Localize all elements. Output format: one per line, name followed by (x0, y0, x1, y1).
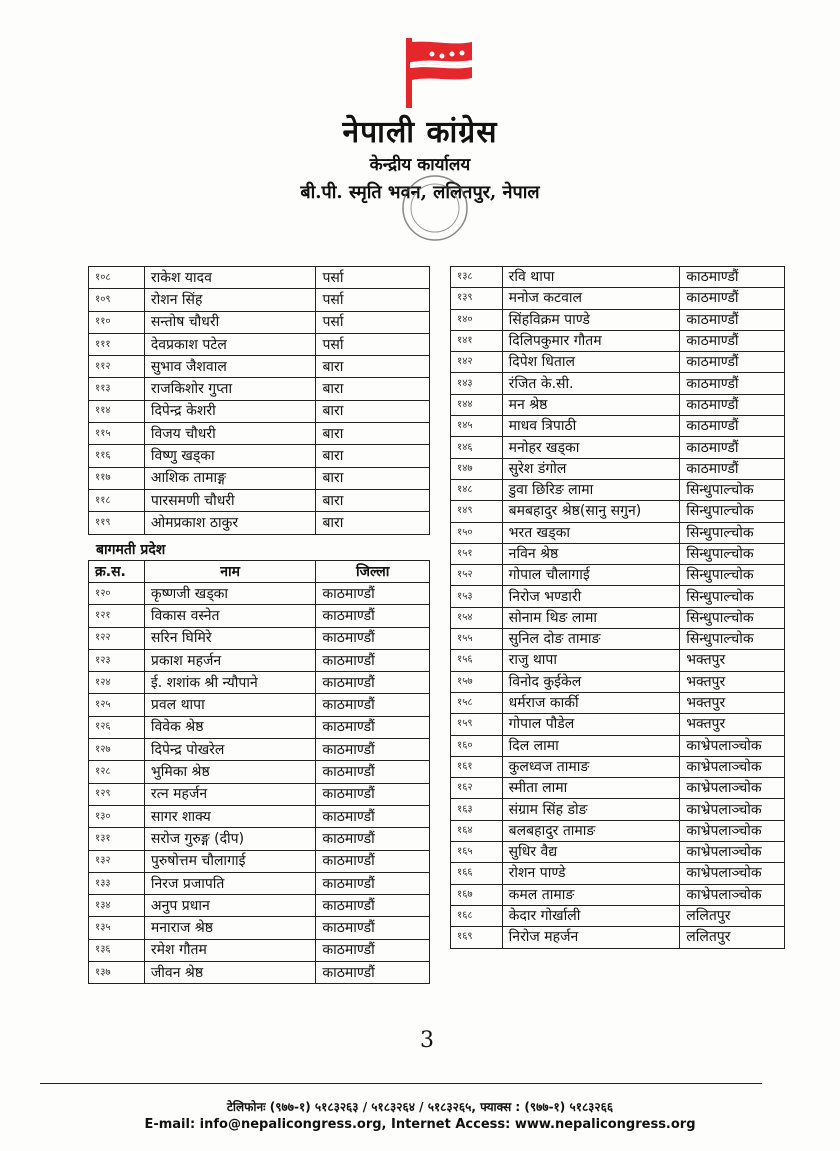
district-cell: बारा (316, 378, 430, 400)
district-cell: सिन्धुपाल्चोक (680, 565, 785, 586)
member-name-cell: सोनाम थिङ लामा (502, 607, 680, 628)
member-name-cell: मन श्रेष्ठ (502, 394, 680, 415)
member-name-cell: विष्णु खड्का (144, 445, 316, 467)
member-name-cell: कमल तामाङ (502, 884, 680, 905)
table-header-row (89, 561, 430, 583)
district-cell: काठमाण्डौं (316, 716, 430, 738)
table-row (89, 512, 430, 534)
table-row (451, 565, 785, 586)
table-row (89, 423, 430, 445)
member-name-cell: अनुप प्रधान (144, 895, 316, 917)
table-row (89, 649, 430, 671)
member-name-cell: रवि थापा (502, 267, 680, 288)
member-name-cell: कृष्णजी खड्का (144, 583, 316, 605)
district-cell: काठमाण्डौं (316, 649, 430, 671)
district-cell: काभ्रेपलाञ्चोक (680, 799, 785, 820)
table-row (451, 863, 785, 884)
member-name-cell: ई. शशांक श्री न्यौपाने (144, 672, 316, 694)
member-name-cell: देवप्रकाश पटेल (144, 333, 316, 355)
serial-number-cell: १६० (451, 735, 503, 756)
table-row (89, 939, 430, 961)
serial-number-cell: १४५ (451, 416, 503, 437)
table-row (89, 872, 430, 894)
table-row (89, 356, 430, 378)
footer-divider (40, 1083, 762, 1084)
table-row (451, 330, 785, 351)
table-row (451, 309, 785, 330)
header-sn: क्र.स. (89, 561, 145, 583)
district-cell: काठमाण्डौं (316, 783, 430, 805)
district-cell: काठमाण्डौं (316, 895, 430, 917)
central-office-label: केन्द्रीय कार्यालय (369, 155, 471, 175)
member-name-cell: माधव त्रिपाठी (502, 416, 680, 437)
member-name-cell: विकास वस्नेत (144, 605, 316, 627)
serial-number-cell: १६४ (451, 820, 503, 841)
member-name-cell: बमबहादुर श्रेष्ठ(सानु सगुन) (502, 501, 680, 522)
table-row (451, 373, 785, 394)
table-row (451, 735, 785, 756)
serial-number-cell: १२५ (89, 694, 145, 716)
district-cell: काठमाण्डौं (316, 694, 430, 716)
serial-number-cell: १२२ (89, 627, 145, 649)
table-row (451, 842, 785, 863)
serial-number-cell: १४६ (451, 437, 503, 458)
serial-number-cell: १३० (89, 805, 145, 827)
table-row (451, 778, 785, 799)
serial-number-cell: १२३ (89, 649, 145, 671)
roster-table-right (450, 266, 785, 949)
table-row (451, 416, 785, 437)
member-name-cell: कुलध्वज तामाङ (502, 756, 680, 777)
member-name-cell: भरत खड्का (502, 522, 680, 543)
serial-number-cell: १६१ (451, 756, 503, 777)
table-row (451, 543, 785, 564)
table-row (89, 761, 430, 783)
table-row (451, 501, 785, 522)
district-cell: बारा (316, 489, 430, 511)
district-cell: भक्तपुर (680, 692, 785, 713)
table-row (89, 489, 430, 511)
serial-number-cell: १५४ (451, 607, 503, 628)
district-cell: काठमाण्डौं (316, 917, 430, 939)
serial-number-cell: १६२ (451, 778, 503, 799)
footer-contact: E-mail: info@nepalicongress.org, Internet Access: www.nepalicongress.org (144, 1117, 696, 1132)
table-row (89, 694, 430, 716)
serial-number-cell: १०९ (89, 289, 145, 311)
serial-number-cell: ११८ (89, 489, 145, 511)
serial-number-cell: १३३ (89, 872, 145, 894)
party-flag-icon (404, 38, 476, 108)
member-name-cell: सन्तोष चौधरी (144, 311, 316, 333)
serial-number-cell: १४३ (451, 373, 503, 394)
member-name-cell: राजकिशोर गुप्ता (144, 378, 316, 400)
member-name-cell: सुनिल दोङ तामाङ (502, 629, 680, 650)
district-cell: काठमाण्डौं (680, 437, 785, 458)
office-seal-icon (380, 172, 490, 258)
table-row (89, 445, 430, 467)
serial-number-cell: १६७ (451, 884, 503, 905)
member-name-cell: निरोज महर्जन (502, 927, 680, 948)
district-cell: काभ्रेपलाञ्चोक (680, 756, 785, 777)
district-cell: काठमाण्डौं (316, 939, 430, 961)
roster-table-left-top (88, 266, 430, 535)
serial-number-cell: १५२ (451, 565, 503, 586)
table-row (451, 884, 785, 905)
letterhead (0, 0, 840, 260)
district-cell: ललितपुर (680, 905, 785, 926)
district-cell: काठमाण्डौं (680, 330, 785, 351)
serial-number-cell: १२७ (89, 739, 145, 761)
district-cell: काठमाण्डौं (316, 805, 430, 827)
district-cell: सिन्धुपाल्चोक (680, 607, 785, 628)
table-row (451, 714, 785, 735)
serial-number-cell: १३४ (89, 895, 145, 917)
roster-table-left-bottom (88, 560, 430, 984)
serial-number-cell: ११२ (89, 356, 145, 378)
table-row (89, 627, 430, 649)
section-heading-bagmati: बागमती प्रदेश (96, 542, 166, 558)
header-name: नाम (144, 561, 316, 583)
serial-number-cell: १४२ (451, 352, 503, 373)
serial-number-cell: १३६ (89, 939, 145, 961)
member-name-cell: सुधिर वैद्य (502, 842, 680, 863)
table-row (89, 895, 430, 917)
serial-number-cell: १३५ (89, 917, 145, 939)
serial-number-cell: १२६ (89, 716, 145, 738)
serial-number-cell: १६३ (451, 799, 503, 820)
serial-number-cell: १४४ (451, 394, 503, 415)
member-name-cell: विनोद कुईकेल (502, 671, 680, 692)
table-row (89, 962, 430, 984)
table-row (451, 927, 785, 948)
table-row (451, 394, 785, 415)
district-cell: काठमाण्डौं (680, 416, 785, 437)
district-cell: काभ्रेपलाञ्चोक (680, 863, 785, 884)
member-name-cell: धर्मराज कार्की (502, 692, 680, 713)
district-cell: काठमाण्डौं (680, 309, 785, 330)
member-name-cell: नविन श्रेष्ठ (502, 543, 680, 564)
serial-number-cell: ११५ (89, 423, 145, 445)
district-cell: काठमाण्डौं (680, 352, 785, 373)
district-cell: काठमाण्डौं (680, 373, 785, 394)
district-cell: पर्सा (316, 267, 430, 289)
serial-number-cell: १४१ (451, 330, 503, 351)
table-row (89, 333, 430, 355)
serial-number-cell: १३७ (89, 962, 145, 984)
member-name-cell: राकेश यादव (144, 267, 316, 289)
member-name-cell: निरोज भण्डारी (502, 586, 680, 607)
district-cell: बारा (316, 356, 430, 378)
district-cell: सिन्धुपाल्चोक (680, 629, 785, 650)
district-cell: पर्सा (316, 333, 430, 355)
serial-number-cell: १२१ (89, 605, 145, 627)
member-name-cell: राजु थापा (502, 650, 680, 671)
serial-number-cell: १३१ (89, 828, 145, 850)
district-cell: काठमाण्डौं (680, 267, 785, 288)
district-cell: काठमाण्डौं (316, 583, 430, 605)
serial-number-cell: ११६ (89, 445, 145, 467)
district-cell: काठमाण्डौं (316, 828, 430, 850)
member-name-cell: रमेश गौतम (144, 939, 316, 961)
serial-number-cell: १३२ (89, 850, 145, 872)
table-row (89, 805, 430, 827)
table-row (451, 352, 785, 373)
serial-number-cell: ११४ (89, 400, 145, 422)
table-row (89, 400, 430, 422)
serial-number-cell: १६६ (451, 863, 503, 884)
member-name-cell: सागर शाक्य (144, 805, 316, 827)
member-name-cell: प्रवल थापा (144, 694, 316, 716)
serial-number-cell: १५७ (451, 671, 503, 692)
serial-number-cell: १३९ (451, 288, 503, 309)
serial-number-cell: १६९ (451, 927, 503, 948)
member-name-cell: आशिक तामाङ्ग (144, 467, 316, 489)
member-name-cell: ओमप्रकाश ठाकुर (144, 512, 316, 534)
district-cell: काठमाण्डौं (316, 627, 430, 649)
address-line: बी.पी. स्मृति भवन, ललितपुर, नेपाल (300, 182, 540, 203)
district-cell: काठमाण्डौं (316, 850, 430, 872)
serial-number-cell: १२० (89, 583, 145, 605)
table-row (451, 479, 785, 500)
serial-number-cell: ११७ (89, 467, 145, 489)
member-name-cell: स्मीता लामा (502, 778, 680, 799)
table-row (89, 467, 430, 489)
district-cell: काठमाण्डौं (316, 962, 430, 984)
header-district: जिल्ला (316, 561, 430, 583)
table-row (89, 783, 430, 805)
table-row (89, 267, 430, 289)
district-cell: काभ्रेपलाञ्चोक (680, 778, 785, 799)
table-row (451, 607, 785, 628)
member-name-cell: विजय चौधरी (144, 423, 316, 445)
member-name-cell: सिंहविक्रम पाण्डे (502, 309, 680, 330)
district-cell: काभ्रेपलाञ्चोक (680, 842, 785, 863)
serial-number-cell: १०८ (89, 267, 145, 289)
district-cell: काठमाण्डौं (680, 458, 785, 479)
member-name-cell: गोपाल पौडेल (502, 714, 680, 735)
district-cell: भक्तपुर (680, 650, 785, 671)
table-row (89, 289, 430, 311)
table-row (89, 917, 430, 939)
table-row (89, 716, 430, 738)
member-name-cell: मनोज कटवाल (502, 288, 680, 309)
member-name-cell: रंजित के.सी. (502, 373, 680, 394)
member-name-cell: पारसमणी चौधरी (144, 489, 316, 511)
member-name-cell: विवेक श्रेष्ठ (144, 716, 316, 738)
district-cell: सिन्धुपाल्चोक (680, 522, 785, 543)
district-cell: काभ्रेपलाञ्चोक (680, 735, 785, 756)
table-row (451, 905, 785, 926)
district-cell: काभ्रेपलाञ्चोक (680, 884, 785, 905)
table-row (451, 586, 785, 607)
member-name-cell: बलबहादुर तामाङ (502, 820, 680, 841)
member-name-cell: जीवन श्रेष्ठ (144, 962, 316, 984)
serial-number-cell: १५९ (451, 714, 503, 735)
serial-number-cell: १५६ (451, 650, 503, 671)
table-row (451, 650, 785, 671)
serial-number-cell: १५८ (451, 692, 503, 713)
serial-number-cell: १६५ (451, 842, 503, 863)
member-name-cell: रोशन सिंह (144, 289, 316, 311)
member-name-cell: दिल लामा (502, 735, 680, 756)
member-name-cell: निरज प्रजापति (144, 872, 316, 894)
district-cell: काठमाण्डौं (316, 672, 430, 694)
member-name-cell: प्रकाश महर्जन (144, 649, 316, 671)
member-name-cell: दिपेन्द्र पोखरेल (144, 739, 316, 761)
member-name-cell: रोशन पाण्डे (502, 863, 680, 884)
member-name-cell: केदार गोर्खाली (502, 905, 680, 926)
table-row (89, 311, 430, 333)
district-cell: बारा (316, 400, 430, 422)
district-cell: पर्सा (316, 289, 430, 311)
table-row (451, 756, 785, 777)
page-number: 3 (420, 1028, 434, 1053)
table-row (89, 739, 430, 761)
serial-number-cell: १२४ (89, 672, 145, 694)
member-name-cell: दिलिपकुमार गौतम (502, 330, 680, 351)
serial-number-cell: १४८ (451, 479, 503, 500)
table-row (451, 820, 785, 841)
serial-number-cell: ११३ (89, 378, 145, 400)
member-name-cell: गोपाल चौलागाई (502, 565, 680, 586)
member-name-cell: दिपेन्द्र केशरी (144, 400, 316, 422)
table-row (451, 522, 785, 543)
org-name: नेपाली कांग्रेस (342, 115, 498, 150)
serial-number-cell: ११९ (89, 512, 145, 534)
district-cell: ललितपुर (680, 927, 785, 948)
member-name-cell: मनाराज श्रेष्ठ (144, 917, 316, 939)
district-cell: भक्तपुर (680, 714, 785, 735)
serial-number-cell: १२९ (89, 783, 145, 805)
table-row (451, 458, 785, 479)
serial-number-cell: १११ (89, 333, 145, 355)
member-name-cell: मनोहर खड्का (502, 437, 680, 458)
district-cell: काठमाण्डौं (680, 288, 785, 309)
member-name-cell: दिपेश धिताल (502, 352, 680, 373)
member-name-cell: भुमिका श्रेष्ठ (144, 761, 316, 783)
serial-number-cell: १४७ (451, 458, 503, 479)
district-cell: पर्सा (316, 311, 430, 333)
table-row (451, 692, 785, 713)
table-row (451, 629, 785, 650)
serial-number-cell: १५१ (451, 543, 503, 564)
footer-phone-fax: टेलिफोनः (९७७-१) ५१८३२६३ / ५१८३२६४ / ५१८३२६५, फ्याक्स : (९७७-१) ५१८३२६६ (226, 1100, 614, 1114)
serial-number-cell: १४९ (451, 501, 503, 522)
serial-number-cell: १६८ (451, 905, 503, 926)
table-row (451, 437, 785, 458)
member-name-cell: सरोज गुरुङ्ग (दीप) (144, 828, 316, 850)
member-name-cell: पुरुषोत्तम चौलागाई (144, 850, 316, 872)
member-name-cell: रत्न महर्जन (144, 783, 316, 805)
table-row (451, 288, 785, 309)
district-cell: काठमाण्डौं (316, 739, 430, 761)
table-row (89, 583, 430, 605)
table-row (89, 605, 430, 627)
table-row (451, 799, 785, 820)
district-cell: बारा (316, 445, 430, 467)
district-cell: काभ्रेपलाञ्चोक (680, 820, 785, 841)
table-row (89, 672, 430, 694)
serial-number-cell: १५० (451, 522, 503, 543)
serial-number-cell: १२८ (89, 761, 145, 783)
district-cell: सिन्धुपाल्चोक (680, 501, 785, 522)
district-cell: काठमाण्डौं (316, 605, 430, 627)
serial-number-cell: १३८ (451, 267, 503, 288)
table-row (89, 850, 430, 872)
table-row (451, 671, 785, 692)
member-name-cell: सरिन घिमिरे (144, 627, 316, 649)
member-name-cell: सुभाव जैशवाल (144, 356, 316, 378)
district-cell: काठमाण्डौं (316, 761, 430, 783)
district-cell: बारा (316, 423, 430, 445)
district-cell: बारा (316, 467, 430, 489)
district-cell: सिन्धुपाल्चोक (680, 586, 785, 607)
serial-number-cell: १४० (451, 309, 503, 330)
district-cell: बारा (316, 512, 430, 534)
member-name-cell: संग्राम सिंह डोङ (502, 799, 680, 820)
district-cell: सिन्धुपाल्चोक (680, 543, 785, 564)
member-name-cell: डुवा छिरिङ लामा (502, 479, 680, 500)
district-cell: भक्तपुर (680, 671, 785, 692)
table-row (89, 378, 430, 400)
district-cell: काठमाण्डौं (316, 872, 430, 894)
serial-number-cell: ११० (89, 311, 145, 333)
district-cell: सिन्धुपाल्चोक (680, 479, 785, 500)
table-row (451, 267, 785, 288)
serial-number-cell: १५३ (451, 586, 503, 607)
member-name-cell: सुरेश डंगोल (502, 458, 680, 479)
district-cell: काठमाण्डौं (680, 394, 785, 415)
table-row (89, 828, 430, 850)
serial-number-cell: १५५ (451, 629, 503, 650)
